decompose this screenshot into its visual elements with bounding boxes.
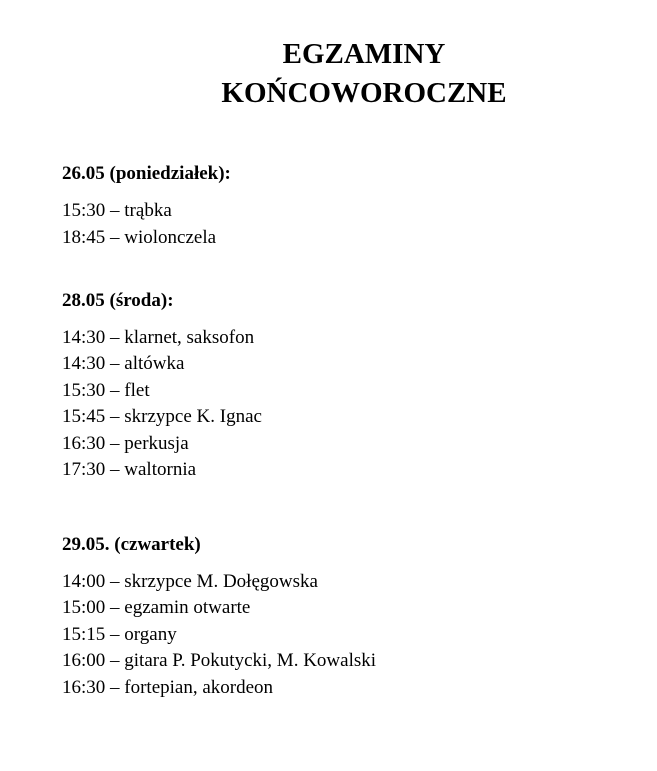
schedule-entry: 15:15 – organy <box>62 624 177 645</box>
schedule-entry: 15:00 – egzamin otwarte <box>62 597 251 618</box>
schedule-entry: 17:30 – waltornia <box>62 459 197 480</box>
schedule-entry: 15:30 – trąbka <box>62 200 172 221</box>
day-heading: 28.05 (środa): <box>62 290 174 311</box>
schedule-entry: 14:00 – skrzypce M. Dołęgowska <box>62 571 318 592</box>
day-heading: 29.05. (czwartek) <box>62 534 201 555</box>
schedule-entry: 14:30 – klarnet, saksofon <box>62 327 255 348</box>
schedule-entry: 14:30 – altówka <box>62 353 185 374</box>
title-line-2: KOŃCOWOROCZNE <box>221 77 507 109</box>
schedule-entry: 18:45 – wiolonczela <box>62 227 217 248</box>
schedule-entry: 16:00 – gitara P. Pokutycki, M. Kowalski <box>62 650 377 671</box>
schedule-entry: 16:30 – fortepian, akordeon <box>62 677 274 698</box>
schedule-entry: 16:30 – perkusja <box>62 433 189 454</box>
title-line-1: EGZAMINY <box>282 38 446 70</box>
day-heading: 26.05 (poniedziałek): <box>62 163 231 184</box>
schedule-entry: 15:30 – flet <box>62 380 150 401</box>
schedule-entry: 15:45 – skrzypce K. Ignac <box>62 406 262 427</box>
